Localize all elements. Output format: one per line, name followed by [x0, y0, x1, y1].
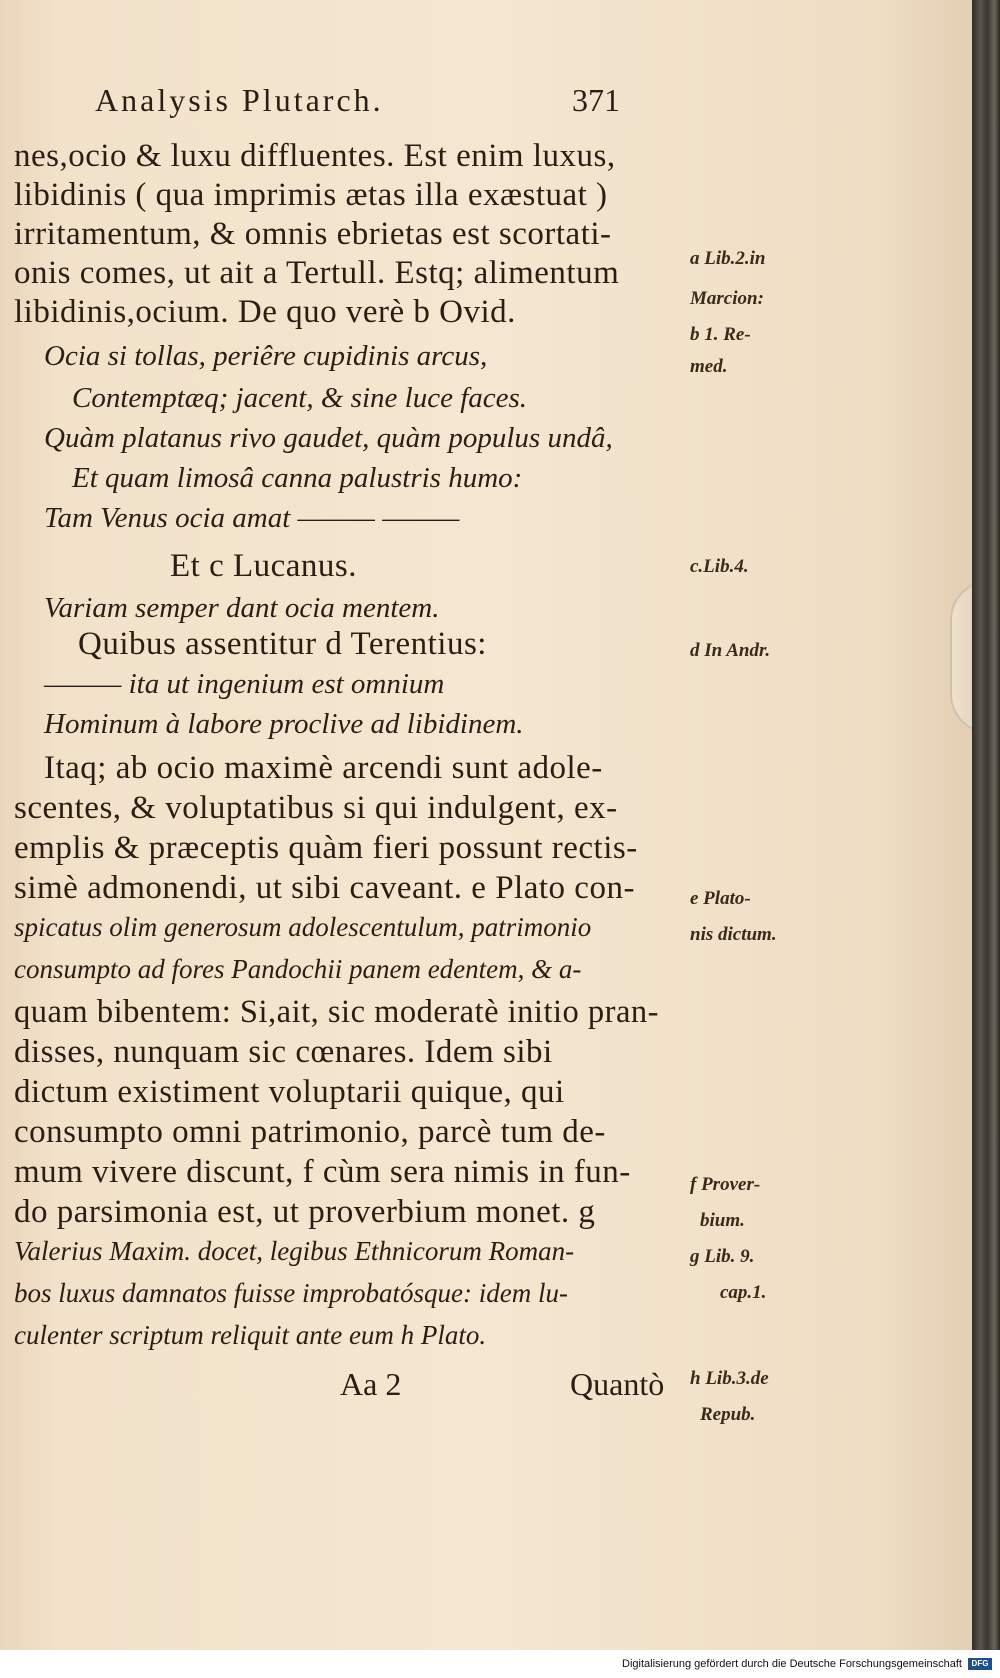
footer-bar	[0, 1650, 1000, 1678]
running-title: Analysis Plutarch.	[95, 82, 384, 118]
text-line-28: Valerius Maxim. docet, legibus Ethnicorum Roman-	[14, 1236, 575, 1266]
margin-note-a2: Marcion:	[690, 288, 764, 309]
margin-note-b1: b 1. Re-	[690, 324, 751, 345]
text-line-17: scentes, & voluptatibus si qui indulgent, ex-	[14, 790, 618, 826]
text-line-21: consumpto ad fores Pandochii panem edentem, & a-	[14, 954, 582, 984]
text-line-1: nes,ocio & luxu diffluentes. Est enim luxus,	[14, 138, 616, 174]
margin-note-c: c.Lib.4.	[690, 556, 749, 577]
text-line-16: Itaq; ab ocio maximè arcendi sunt adole-	[44, 750, 603, 786]
text-line-26: mum vivere discunt, f cùm sera nimis in fun-	[14, 1154, 631, 1190]
footer-credit: Digitalisierung gefördert durch die Deutsche Forschungsgemeinschaft	[622, 1658, 962, 1670]
margin-note-a1: a Lib.2.in	[690, 248, 766, 269]
text-line-27: do parsimonia est, ut proverbium monet. g	[14, 1194, 596, 1230]
text-line-20: spicatus olim generosum adolescentulum, patrimonio	[14, 912, 592, 942]
margin-note-f2: bium.	[700, 1210, 745, 1231]
verse-line-2: Contemptæq; jacent, & sine luce faces.	[72, 382, 528, 414]
margin-note-g1: g Lib. 9.	[690, 1246, 755, 1267]
text-line-lucanus: Et c Lucanus.	[170, 548, 358, 584]
text-line-4: onis comes, ut ait a Tertull. Estq; alimentum	[14, 255, 620, 291]
margin-note-f1: f Prover-	[690, 1174, 761, 1195]
text-line-29: bos luxus damnatos fuisse improbatósque: idem lu-	[14, 1278, 568, 1308]
verse-line-5: Tam Venus ocia amat ——— ———	[44, 502, 460, 534]
margin-note-e2: nis dictum.	[690, 924, 777, 945]
text-line-18: emplis & præceptis quàm fieri possunt rectis-	[14, 830, 638, 866]
margin-note-h1: h Lib.3.de	[690, 1368, 769, 1389]
text-line-22: quam bibentem: Si,ait, sic moderatè initio pran-	[14, 994, 659, 1030]
margin-note-d: d In Andr.	[690, 640, 771, 661]
margin-note-h2: Repub.	[700, 1404, 756, 1425]
page-number: 371	[572, 82, 620, 118]
verse-line-6: Variam semper dant ocia mentem.	[44, 592, 440, 624]
text-line-19: simè admonendi, ut sibi caveant. e Plato con-	[14, 870, 635, 906]
text-line-25: consumpto omni patrimonio, parcè tum de-	[14, 1114, 606, 1150]
margin-note-e1: e Plato-	[690, 888, 751, 909]
catchword: Quantò	[570, 1366, 665, 1402]
verse-line-4: Et quam limosâ canna palustris humo:	[72, 462, 523, 494]
text-line-2: libidinis ( qua imprimis ætas illa exæstuat )	[14, 177, 608, 213]
text-line-24: dictum existiment voluptarii quique, qui	[14, 1074, 565, 1110]
signature-mark: Aa 2	[340, 1366, 402, 1402]
text-line-23: disses, nunquam sic cœnares. Idem sibi	[14, 1034, 553, 1070]
text-line-terentius: Quibus assentitur d Terentius:	[78, 626, 487, 662]
margin-note-g2: cap.1.	[720, 1282, 767, 1303]
verse-line-1: Ocia si tollas, periêre cupidinis arcus,	[44, 340, 488, 372]
verse-line-3: Quàm platanus rivo gaudet, quàm populus undâ,	[44, 422, 613, 454]
text-line-5: libidinis,ocium. De quo verè b Ovid.	[14, 294, 516, 330]
verse-line-8: Hominum à labore proclive ad libidinem.	[44, 708, 524, 740]
text-line-3: irritamentum, & omnis ebrietas est scortati-	[14, 216, 612, 252]
margin-note-b2: med.	[690, 356, 728, 377]
verse-line-7: ——— ita ut ingenium est omnium	[44, 668, 445, 700]
book-edge	[972, 0, 1000, 1650]
text-line-30: culenter scriptum reliquit ante eum h Plato.	[14, 1320, 487, 1350]
dfg-logo-icon: DFG	[968, 1658, 992, 1670]
